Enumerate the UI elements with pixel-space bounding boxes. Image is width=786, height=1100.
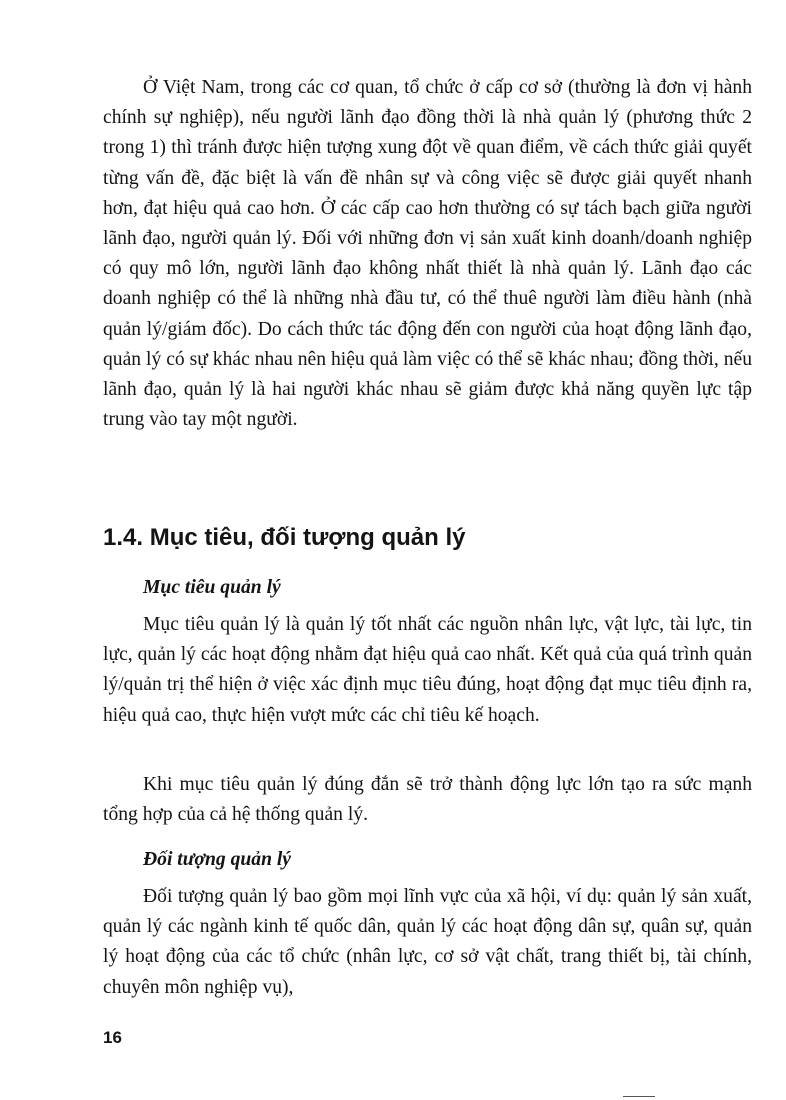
goal-effect-paragraph: Khi mục tiêu quản lý đúng đắn sẽ trở thành động lực lớn tạo ra sức mạnh tổng hợp của cả hệ thống quản lý. xyxy=(103,774,752,826)
subheading-goal: Mục tiêu quản lý xyxy=(143,577,281,598)
subheading-object: Đối tượng quản lý xyxy=(143,849,292,870)
bottom-rule xyxy=(623,1096,655,1097)
section-heading: 1.4. Mục tiêu, đối tượng quản lý xyxy=(103,524,466,551)
object-definition-paragraph: Đối tượng quản lý bao gồm mọi lĩnh vực của xã hội, ví dụ: quản lý sản xuất, quản lý các ngành kinh tế quốc dân, quản lý các hoạt động dân sự, quân sự, quản lý hoạt động của các tổ chức (nhân lực, cơ sở vật chất, trang thiết bị, tài chính, chuyên môn nghiệp vụ), xyxy=(103,886,752,998)
goal-definition-paragraph: Mục tiêu quản lý là quản lý tốt nhất các nguồn nhân lực, vật lực, tài lực, tin lực, quản lý các hoạt động nhằm đạt hiệu quả cao nhất. Kết quả của quá trình quản lý/quản trị thể hiện ở việc xác định mục tiêu đúng, hoạt động đạt mục tiêu định ra, hiệu quả cao, thực hiện vượt mức các chỉ tiêu kế hoạch. xyxy=(103,614,752,726)
page-number: 16 xyxy=(103,1028,122,1047)
intro-paragraph: Ở Việt Nam, trong các cơ quan, tổ chức ở cấp cơ sở (thường là đơn vị hành chính sự nghiệp), nếu người lãnh đạo đồng thời là nhà quản lý (phương thức 2 trong 1) thì tránh được hiện tượng xung đột về quan điểm, về cách thức giải quyết từng vấn đề, đặc biệt là vấn đề nhân sự và công việc sẽ được giải quyết nhanh hơn, đạt hiệu quả cao hơn. Ở các cấp cao hơn thường có sự tách bạch giữa người lãnh đạo, người quản lý. Đối với những đơn vị sản xuất kinh doanh/doanh nghiệp có quy mô lớn, người lãnh đạo không nhất thiết là nhà quản lý. Lãnh đạo các doanh nghiệp có thể là những nhà đầu tư, có thể thuê người làm điều hành (nhà quản lý/giám đốc). Do cách thức tác động đến con người của hoạt động lãnh đạo, quản lý có sự khác nhau nên hiệu quả làm việc có thể sẽ khác nhau; đồng thời, nếu lãnh đạo, quản lý là hai người khác nhau sẽ giảm được khả năng quyền lực tập trung vào tay một người. xyxy=(103,77,752,431)
